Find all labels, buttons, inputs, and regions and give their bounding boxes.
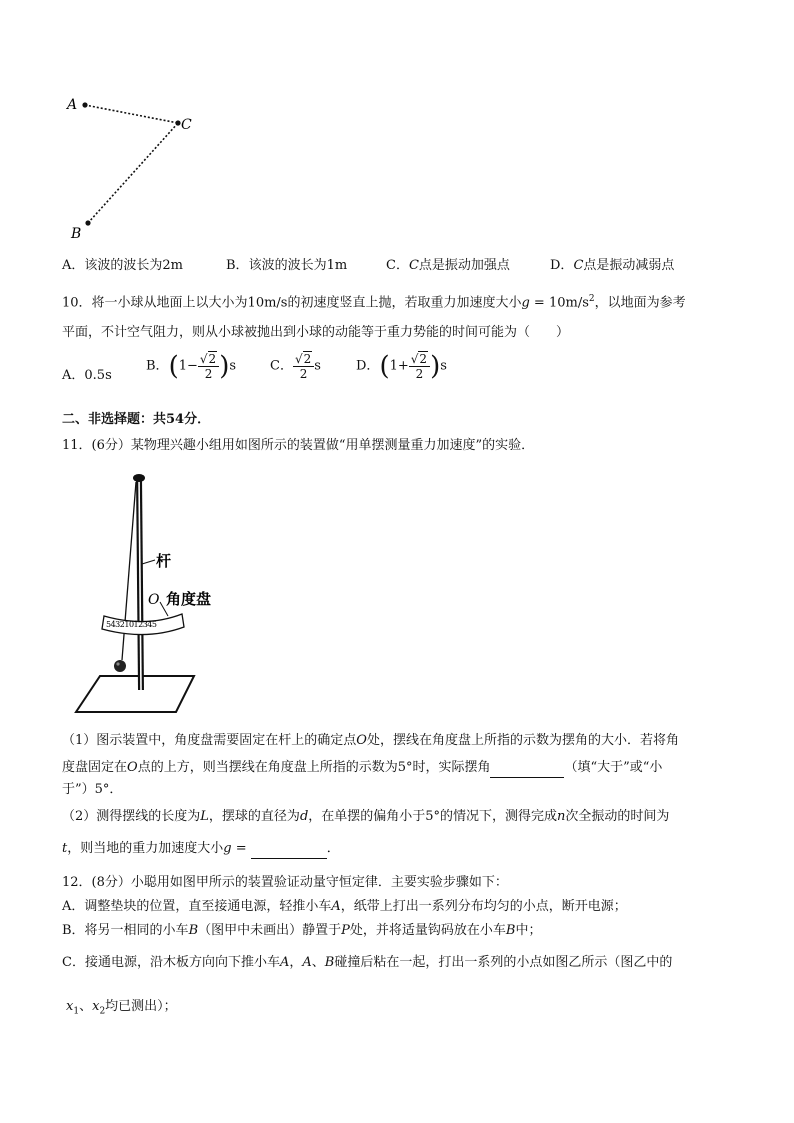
line-b-c [88,123,178,223]
q9-option-a: A．该波的波长为2m [62,258,183,273]
label-c: C [181,117,192,133]
pendulum-ball [114,660,126,672]
label-angle-dial: 角度盘 [166,590,212,608]
wave-source-diagram [60,88,210,248]
ball-highlight [116,662,119,665]
q9-option-b: B．该波的波长为1m [226,258,348,273]
q11-part1-line1: （1）图示装置中，角度盘需要固定在杆上的确定点O处，摆线在角度盘上所指的示数为摆角的大小．若将角 [62,733,679,748]
answer-blank-2[interactable] [251,840,327,859]
label-b: B [71,226,82,242]
q12-intro: 12．(8分）小聪用如图甲所示的装置验证动量守恒定律．主要实验步骤如下： [62,875,508,890]
rod-top-cap [133,474,145,482]
q9-option-c: C．C点是振动加强点 [386,258,510,273]
q10-line-2: 平面，不计空气阻力，则从小球被抛出到小球的动能等于重力势能的时间可能为（ ） [62,325,570,340]
q12-step-a: A．调整垫块的位置，直至接通电源，轻推小车A，纸带上打出一系列分布均匀的小点，断开电源； [62,899,627,914]
q11-part2-line2: t，则当地的重力加速度大小g = ． [62,840,340,859]
point-c [175,120,180,125]
base-plate [76,676,194,712]
rod-label-pointer [142,560,155,564]
q12-step-c: C．接通电源，沿木板方向向下推小车A，A、B碰撞后粘在一起，打出一系列的小点如图乙所示（图乙中的 [62,955,673,970]
q10-option-b: B．(1− $\frac{√2}{2}$ )s [146,351,237,382]
q10-option-d: D．(1+ $\frac{√2}{2}$ )s [356,351,447,382]
point-a [82,102,87,107]
q9-option-d: D．C点是振动减弱点 [550,258,675,273]
section-2-heading: 二、非选择题：共54分． [62,412,211,427]
label-a: A [67,97,78,113]
q11-part1-line3: 于”）5°． [62,782,123,797]
label-rod: 杆 [156,552,172,570]
pendulum-apparatus-figure [72,464,232,720]
q11-part2-line1: （2）测得摆线的长度为L，摆球的直径为d，在单摆的偏角小于5°的情况下，测得完成n次全振动的时间为 [62,809,670,824]
q11-intro: 11．(6分）某物理兴趣小组用如图所示的装置做“用单摆测量重力加速度”的实验． [62,438,535,453]
angle-dial-scale: 54321012345 [106,620,157,629]
line-a-c [85,105,178,123]
q12-step-b: B．将另一相同的小车B（图甲中未画出）静置于P处，并将适量钩码放在小车B中； [62,923,542,938]
q11-part1-line2: 度盘固定在O点的上方，则当摆线在角度盘上所指的示数为5°时，实际摆角 （填“大于”或“小 [62,759,662,778]
answer-blank-1[interactable] [490,759,564,778]
q10-option-a: A．0.5s [62,368,112,383]
q10-line-1: 10．将一小球从地面上以大小为10m/s的初速度竖直上抛，若取重力加速度大小$g = 10m/s^2$，以地面为参考 [62,294,686,311]
q10-option-c: C． $\frac{√2}{2}$ s [270,352,321,381]
q12-step-c-cont: $x_1$、$x_2$均已测出）； [66,999,177,1017]
point-b [85,220,90,225]
label-point-o: O [148,592,160,608]
